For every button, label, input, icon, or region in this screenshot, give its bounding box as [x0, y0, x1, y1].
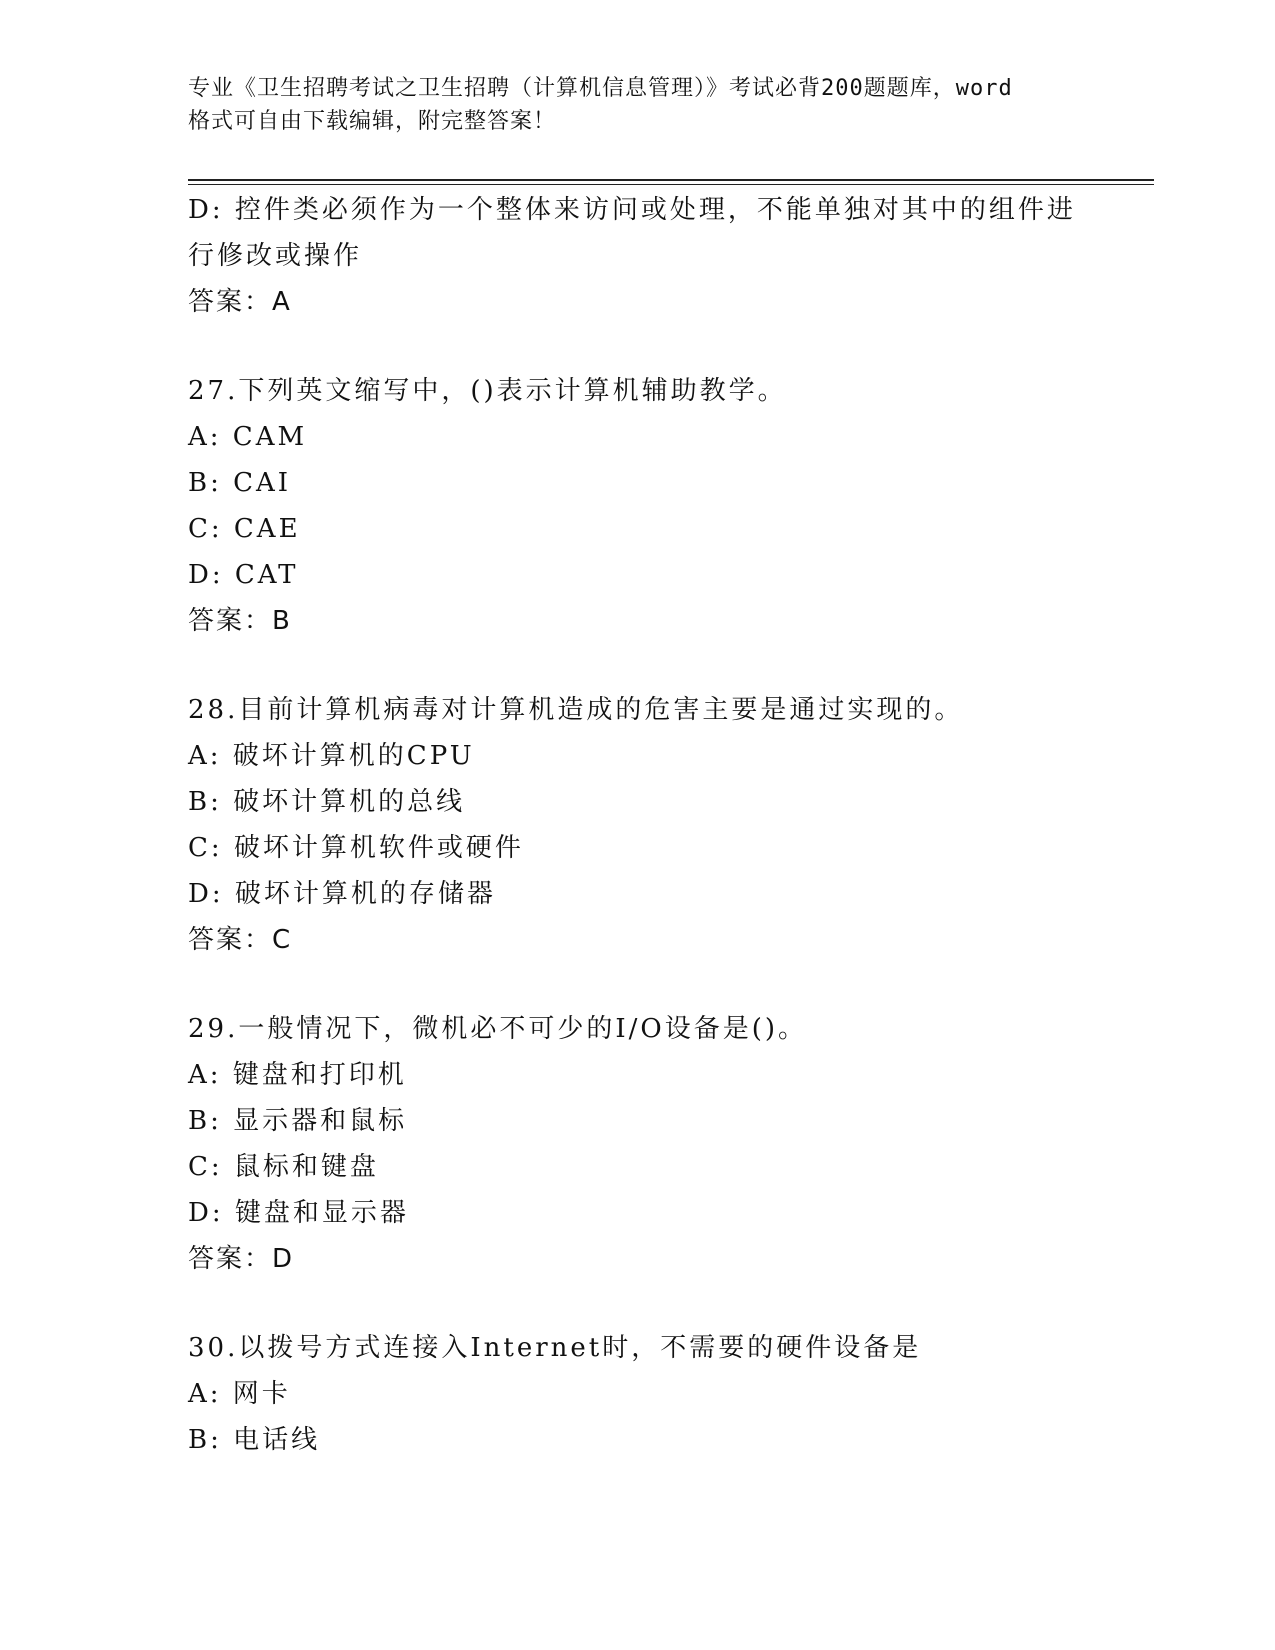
option-a: A: CAM	[188, 422, 308, 452]
option-b: B: CAI	[188, 468, 292, 498]
answer-text: 答案：D	[188, 1244, 295, 1274]
document-header	[188, 72, 1108, 138]
question-stem: 29.一般情况下，微机必不可少的I/O设备是()。	[188, 1014, 807, 1044]
option-a: A: 键盘和打印机	[188, 1060, 407, 1090]
answer-text: 答案：B	[188, 606, 292, 636]
option-b: B: 电话线	[188, 1425, 321, 1455]
question-stem: 30.以拨号方式连接入Internet时，不需要的硬件设备是	[188, 1333, 922, 1363]
option-c: C: CAE	[188, 514, 301, 544]
question-list	[188, 187, 1154, 1463]
question-28	[188, 687, 1154, 963]
header-divider	[188, 179, 1154, 185]
option-a: A: 网卡	[188, 1379, 291, 1409]
header-title-line-2: 格式可自由下载编辑，附完整答案！	[188, 109, 557, 134]
question-stem: 28.目前计算机病毒对计算机造成的危害主要是通过实现的。	[188, 695, 964, 725]
option-d: D: 破坏计算机的存储器	[188, 879, 496, 909]
option-d: D: CAT	[188, 560, 299, 590]
question-27	[188, 368, 1154, 644]
question-29	[188, 1006, 1154, 1282]
answer-text: 答案：C	[188, 925, 293, 955]
option-b: B: 破坏计算机的总线	[188, 787, 466, 817]
question-stem: 27.下列英文缩写中，()表示计算机辅助教学。	[188, 376, 787, 406]
option-a: A: 破坏计算机的CPU	[188, 741, 475, 771]
question-30	[188, 1325, 1154, 1463]
option-c: C: 鼠标和键盘	[188, 1152, 379, 1182]
option-c: C: 破坏计算机软件或硬件	[188, 833, 524, 863]
option-d-line-2: 行修改或操作	[188, 241, 363, 271]
option-d-line-1: D: 控件类必须作为一个整体来访问或处理，不能单独对其中的组件进	[188, 195, 1076, 225]
option-b: B: 显示器和鼠标	[188, 1106, 408, 1136]
header-title-line-1: 专业《卫生招聘考试之卫生招聘（计算机信息管理）》考试必背200题题库，word	[188, 76, 1013, 101]
option-d: D: 键盘和显示器	[188, 1198, 409, 1228]
question-26-continuation	[188, 187, 1154, 325]
answer-text: 答案：A	[188, 287, 292, 317]
